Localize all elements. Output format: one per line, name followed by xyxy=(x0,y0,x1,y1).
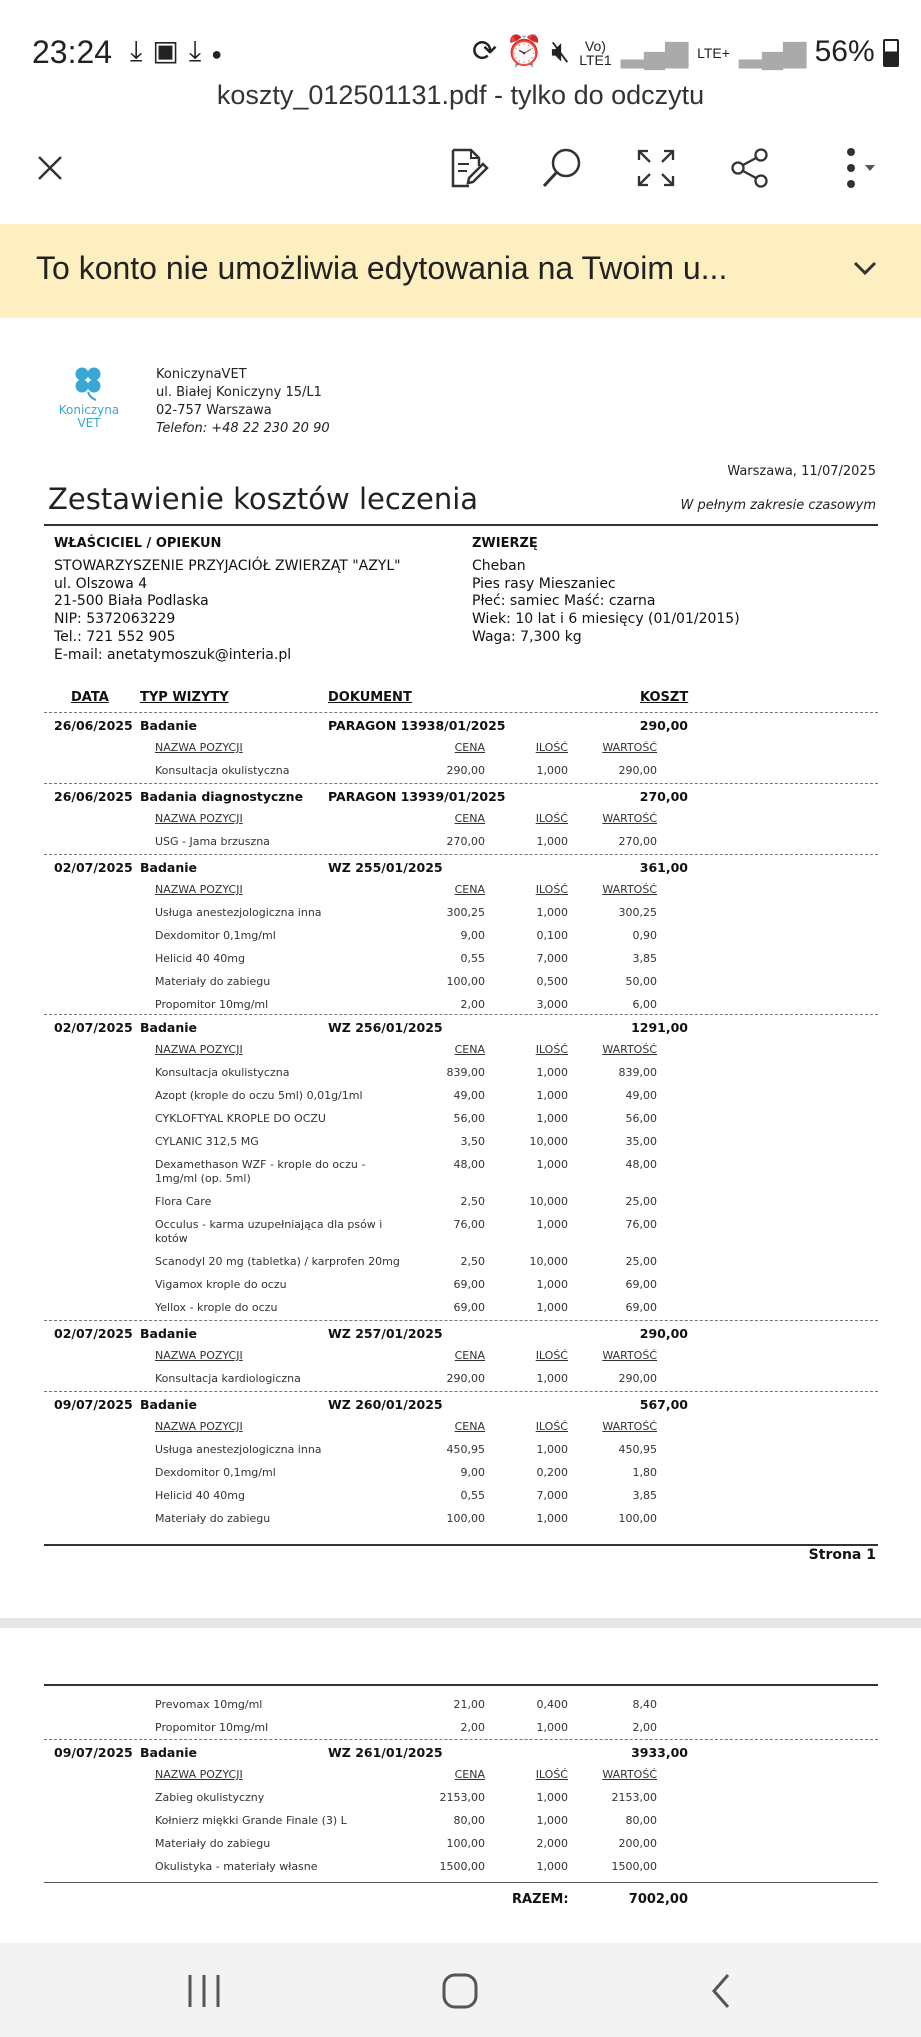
item-name: Okulistyka - materiały własne xyxy=(155,1860,318,1873)
item-price: 2,50 xyxy=(460,1255,485,1268)
visit-type: Badanie xyxy=(140,718,198,733)
owner-line: Tel.: 721 552 905 xyxy=(54,628,176,645)
item-price: 100,00 xyxy=(446,1512,485,1525)
more-button[interactable] xyxy=(826,138,896,198)
item-qty: 10,000 xyxy=(529,1135,568,1148)
visit-cost: 290,00 xyxy=(639,1326,688,1341)
item-name: CYKLOFTYAL KROPLE DO OCZU xyxy=(155,1112,326,1125)
item-name: Flora Care xyxy=(155,1195,212,1208)
item-price: 2,00 xyxy=(460,998,485,1011)
visit-type: Badanie xyxy=(140,1397,198,1412)
sub-col-name: NAZWA POZYCJI xyxy=(155,741,243,754)
item-price: 69,00 xyxy=(453,1278,485,1291)
item-qty: 0,500 xyxy=(536,975,568,988)
item-value: 100,00 xyxy=(618,1512,657,1525)
item-name: Propomitor 10mg/ml xyxy=(155,1721,269,1734)
item-name: Usługa anestezjologiczna inna xyxy=(155,1443,322,1456)
sub-col-value: WARTOŚĆ xyxy=(602,1043,657,1056)
item-name: Materiały do zabiegu xyxy=(155,1512,271,1525)
visit-cost: 290,00 xyxy=(639,718,688,733)
document-title: Zestawienie kosztów leczenia xyxy=(48,482,479,516)
item-price: 2,50 xyxy=(460,1195,485,1208)
sub-col-qty: ILOŚĆ xyxy=(535,1420,568,1433)
item-qty: 2,000 xyxy=(536,1837,568,1850)
item-value: 290,00 xyxy=(618,764,657,777)
col-type: TYP WIZYTY xyxy=(140,690,229,705)
fullscreen-button[interactable] xyxy=(626,138,686,198)
item-name: Azopt (krople do oczu 5ml) 0,01g/1ml xyxy=(155,1089,363,1102)
clinic-city: 02-757 Warszawa xyxy=(156,403,272,418)
item-value: 839,00 xyxy=(618,1066,657,1079)
item-name: Kołnierz miękki Grande Finale (3) L xyxy=(155,1814,347,1827)
search-icon xyxy=(540,146,584,190)
animal-line: Pies rasy Mieszaniec xyxy=(472,575,616,592)
owner-heading: WŁAŚCICIEL / OPIEKUN xyxy=(54,536,222,551)
visit-document: PARAGON 13938/01/2025 xyxy=(328,718,506,733)
sub-col-qty: ILOŚĆ xyxy=(535,1768,568,1781)
file-title: koszty_012501131.pdf - tylko do odczytu xyxy=(216,80,705,110)
item-name: Konsultacja okulistyczna xyxy=(155,764,290,777)
item-name: Helicid 40 40mg xyxy=(155,952,245,965)
item-value: 1,80 xyxy=(632,1466,657,1479)
title-rule xyxy=(44,524,878,526)
animal-block xyxy=(472,535,740,647)
item-price: 9,00 xyxy=(460,1466,485,1479)
mute-icon: 🔇︎ xyxy=(551,35,571,68)
item-name: Usługa anestezjologiczna inna xyxy=(155,906,322,919)
item-qty: 1,000 xyxy=(536,1112,568,1125)
item-qty: 7,000 xyxy=(536,952,568,965)
signal-icon: ▂▄▆ xyxy=(738,35,807,68)
item-name: USG - Jama brzuszna xyxy=(155,835,270,848)
document-date: Warszawa, 11/07/2025 xyxy=(727,464,876,479)
item-name: Helicid 40 40mg xyxy=(155,1489,245,1502)
item-qty: 10,000 xyxy=(529,1195,568,1208)
owner-line: ul. Olszowa 4 xyxy=(54,575,148,592)
item-qty: 1,000 xyxy=(536,1158,568,1171)
row-separator xyxy=(44,1014,878,1015)
volte-label: Vo) LTE1 xyxy=(579,38,612,69)
share-icon xyxy=(729,147,771,189)
item-name: Materiały do zabiegu xyxy=(155,1837,271,1850)
more-icon xyxy=(831,146,891,190)
clinic-phone: Telefon: +48 22 230 20 90 xyxy=(156,421,330,436)
sub-col-qty: ILOŚĆ xyxy=(535,1349,568,1362)
item-price: 450,95 xyxy=(446,1443,485,1456)
visit-document: WZ 256/01/2025 xyxy=(328,1020,443,1035)
total-rule xyxy=(44,1882,878,1883)
sub-col-qty: ILOŚĆ xyxy=(535,741,568,754)
visit-cost: 567,00 xyxy=(639,1397,688,1412)
logo-text-2: VET xyxy=(77,416,101,430)
item-name: Yellox - krople do oczu xyxy=(155,1301,278,1314)
item-qty: 1,000 xyxy=(536,1814,568,1827)
sub-col-value: WARTOŚĆ xyxy=(602,812,657,825)
owner-line: E-mail: anetatymoszuk@interia.pl xyxy=(54,646,292,663)
item-value: 35,00 xyxy=(625,1135,657,1148)
item-qty: 1,000 xyxy=(536,906,568,919)
item-value: 290,00 xyxy=(618,1372,657,1385)
item-price: 2,00 xyxy=(460,1721,485,1734)
item-price: 49,00 xyxy=(453,1089,485,1102)
sub-col-price: CENA xyxy=(454,1768,485,1781)
sub-col-name: NAZWA POZYCJI xyxy=(155,1349,243,1362)
item-price: 56,00 xyxy=(453,1112,485,1125)
visit-document: WZ 257/01/2025 xyxy=(328,1326,443,1341)
item-value: 1500,00 xyxy=(611,1860,657,1873)
sync-icon: ⟳ xyxy=(471,35,498,68)
item-value: 56,00 xyxy=(625,1112,657,1125)
item-price: 9,00 xyxy=(460,929,485,942)
col-cost: KOSZT xyxy=(640,690,689,705)
back-icon[interactable] xyxy=(706,1971,736,2011)
sub-col-price: CENA xyxy=(454,1349,485,1362)
item-qty: 1,000 xyxy=(536,764,568,777)
visit-cost: 361,00 xyxy=(639,860,688,875)
item-qty: 1,000 xyxy=(536,1372,568,1385)
item-qty: 7,000 xyxy=(536,1489,568,1502)
item-price: 290,00 xyxy=(446,764,485,777)
item-value: 450,95 xyxy=(618,1443,657,1456)
row-separator xyxy=(44,1320,878,1321)
sub-col-name: NAZWA POZYCJI xyxy=(155,1420,243,1433)
sub-col-price: CENA xyxy=(454,1420,485,1433)
item-price: 100,00 xyxy=(446,1837,485,1850)
chevron-down-icon[interactable] xyxy=(845,248,885,288)
item-value: 2,00 xyxy=(632,1721,657,1734)
item-name: Konsultacja kardiologiczna xyxy=(155,1372,301,1385)
clinic-logo-text xyxy=(44,404,134,430)
item-qty: 0,400 xyxy=(536,1698,568,1711)
item-name: Occulus - karma uzupełniająca dla psów i xyxy=(155,1218,383,1231)
item-qty: 1,000 xyxy=(536,1301,568,1314)
sub-col-price: CENA xyxy=(454,883,485,896)
item-price: 80,00 xyxy=(453,1814,485,1827)
visit-date: 02/07/2025 xyxy=(54,860,133,875)
animal-heading: ZWIERZĘ xyxy=(472,536,538,551)
visit-type: Badanie xyxy=(140,860,198,875)
item-qty: 10,000 xyxy=(529,1255,568,1268)
item-price: 3,50 xyxy=(460,1135,485,1148)
item-price: 48,00 xyxy=(453,1158,485,1171)
item-qty: 0,200 xyxy=(536,1466,568,1479)
item-price: 2153,00 xyxy=(439,1791,485,1804)
total-value: 7002,00 xyxy=(628,1892,688,1907)
item-value: 8,40 xyxy=(632,1698,657,1711)
battery-icon xyxy=(883,39,899,67)
fullscreen-icon xyxy=(636,148,676,188)
dot-icon: ● xyxy=(211,44,233,64)
close-button[interactable] xyxy=(20,138,80,198)
item-name: Dexamethason WZF - krople do oczu - xyxy=(155,1158,366,1171)
item-qty: 3,000 xyxy=(536,998,568,1011)
row-separator xyxy=(44,783,878,784)
animal-line: Cheban xyxy=(472,557,526,574)
logo-text-1: Koniczyna xyxy=(58,403,120,417)
banner-text: To konto nie umożliwia edytowania na Twoim u... xyxy=(36,250,728,286)
visit-type: Badanie xyxy=(140,1020,198,1035)
row-separator xyxy=(44,712,878,713)
sub-col-name: NAZWA POZYCJI xyxy=(155,812,243,825)
navigation-bar xyxy=(0,1943,921,2037)
item-name: Dexdomitor 0,1mg/ml xyxy=(155,929,276,942)
sub-col-value: WARTOŚĆ xyxy=(602,883,657,896)
sub-col-price: CENA xyxy=(454,1043,485,1056)
row-separator xyxy=(44,1739,878,1740)
item-value: 3,85 xyxy=(632,1489,657,1502)
share-button[interactable] xyxy=(720,138,780,198)
item-value: 6,00 xyxy=(632,998,657,1011)
item-qty: 1,000 xyxy=(536,1443,568,1456)
visit-type: Badania diagnostyczne xyxy=(140,789,304,804)
signal-icon: ▂▄▆ xyxy=(620,35,689,68)
item-price: 100,00 xyxy=(446,975,485,988)
page-number: Strona 1 xyxy=(808,1547,876,1563)
animal-line: Płeć: samiec Maść: czarna xyxy=(472,593,656,610)
download-icon: ⤓ xyxy=(188,35,212,66)
edit-button[interactable] xyxy=(438,138,498,198)
item-value: 200,00 xyxy=(618,1837,657,1850)
visit-date: 02/07/2025 xyxy=(54,1326,133,1341)
document-scope: W pełnym zakresie czasowym xyxy=(680,498,876,513)
sub-col-value: WARTOŚĆ xyxy=(602,1420,657,1433)
item-qty: 1,000 xyxy=(536,1860,568,1873)
total-label: RAZEM: xyxy=(512,1892,569,1907)
item-price: 839,00 xyxy=(446,1066,485,1079)
page-separator xyxy=(0,1618,921,1628)
item-value: 50,00 xyxy=(625,975,657,988)
visit-document: WZ 255/01/2025 xyxy=(328,860,443,875)
item-name: Dexdomitor 0,1mg/ml xyxy=(155,1466,276,1479)
item-name: CYLANIC 312,5 MG xyxy=(155,1135,259,1148)
item-price: 0,55 xyxy=(460,1489,485,1502)
item-qty: 1,000 xyxy=(536,1089,568,1102)
home-icon[interactable] xyxy=(440,1971,480,2011)
sub-col-name: NAZWA POZYCJI xyxy=(155,883,243,896)
item-price: 1500,00 xyxy=(439,1860,485,1873)
visit-cost: 3933,00 xyxy=(631,1745,688,1760)
page2-top-rule xyxy=(44,1684,878,1686)
search-button[interactable] xyxy=(532,138,592,198)
item-qty: 0,100 xyxy=(536,929,568,942)
visit-date: 02/07/2025 xyxy=(54,1020,133,1035)
item-value: 69,00 xyxy=(625,1301,657,1314)
edit-doc-icon xyxy=(447,146,489,190)
owner-line: STOWARZYSZENIE PRZYJACIÓŁ ZWIERZĄT "AZYL" xyxy=(54,557,401,574)
visit-date: 26/06/2025 xyxy=(54,789,133,804)
sub-col-value: WARTOŚĆ xyxy=(602,1349,657,1362)
item-value: 49,00 xyxy=(625,1089,657,1102)
visit-type: Badanie xyxy=(140,1745,198,1760)
item-qty: 1,000 xyxy=(536,1512,568,1525)
item-value: 25,00 xyxy=(625,1255,657,1268)
item-price: 290,00 xyxy=(446,1372,485,1385)
item-value: 300,25 xyxy=(618,906,657,919)
toolbar xyxy=(0,130,921,210)
item-name: Vigamox krople do oczu xyxy=(155,1278,287,1291)
item-value: 0,90 xyxy=(632,929,657,942)
visit-document: WZ 260/01/2025 xyxy=(328,1397,443,1412)
sub-col-name: NAZWA POZYCJI xyxy=(155,1043,243,1056)
recent-apps-icon[interactable] xyxy=(184,1973,224,2009)
item-name: Prevomax 10mg/ml xyxy=(155,1698,263,1711)
col-date: DATA xyxy=(71,690,109,705)
item-qty: 1,000 xyxy=(536,1278,568,1291)
sub-col-value: WARTOŚĆ xyxy=(602,741,657,754)
row-separator xyxy=(44,854,878,855)
item-name-cont: kotów xyxy=(155,1232,188,1245)
battery-level: 56% xyxy=(814,35,875,68)
alarm-icon: ⏰ xyxy=(505,35,543,68)
visit-date: 09/07/2025 xyxy=(54,1745,133,1760)
item-value: 3,85 xyxy=(632,952,657,965)
item-name-cont: 1mg/ml (op. 5ml) xyxy=(155,1172,251,1185)
sub-col-qty: ILOŚĆ xyxy=(535,812,568,825)
item-qty: 1,000 xyxy=(536,1218,568,1231)
item-price: 0,55 xyxy=(460,952,485,965)
status-time: 23:24 xyxy=(32,34,113,70)
item-price: 76,00 xyxy=(453,1218,485,1231)
item-value: 2153,00 xyxy=(611,1791,657,1804)
clinic-name: KoniczynaVET xyxy=(156,367,247,382)
download-icon: ⤓ xyxy=(130,35,153,66)
owner-line: NIP: 5372063229 xyxy=(54,611,176,628)
item-value: 76,00 xyxy=(625,1218,657,1231)
item-qty: 1,000 xyxy=(536,1066,568,1079)
visit-document: WZ 261/01/2025 xyxy=(328,1745,443,1760)
item-value: 25,00 xyxy=(625,1195,657,1208)
item-name: Konsultacja okulistyczna xyxy=(155,1066,290,1079)
page1-bottom-rule xyxy=(44,1544,878,1546)
clinic-info xyxy=(156,366,330,438)
item-value: 69,00 xyxy=(625,1278,657,1291)
visit-date: 09/07/2025 xyxy=(54,1397,133,1412)
owner-line: 21-500 Biała Podlaska xyxy=(54,593,209,610)
col-document: DOKUMENT xyxy=(328,690,412,705)
item-value: 48,00 xyxy=(625,1158,657,1171)
image-icon: ▣ xyxy=(152,35,189,66)
item-qty: 1,000 xyxy=(536,1721,568,1734)
visit-date: 26/06/2025 xyxy=(54,718,133,733)
clinic-street: ul. Białej Koniczyny 15/L1 xyxy=(156,385,322,400)
row-separator xyxy=(44,1391,878,1392)
item-price: 300,25 xyxy=(446,906,485,919)
owner-block xyxy=(54,535,401,665)
close-icon xyxy=(36,154,64,182)
lte-label: LTE+ xyxy=(697,45,730,62)
item-name: Scanodyl 20 mg (tabletka) / karprofen 20mg xyxy=(155,1255,400,1268)
sub-col-price: CENA xyxy=(454,812,485,825)
animal-line: Waga: 7,300 kg xyxy=(472,628,582,645)
item-name: Propomitor 10mg/ml xyxy=(155,998,269,1011)
item-qty: 1,000 xyxy=(536,835,568,848)
read-only-banner[interactable] xyxy=(0,224,921,318)
visit-cost: 270,00 xyxy=(639,789,688,804)
item-name: Materiały do zabiegu xyxy=(155,975,271,988)
animal-line: Wiek: 10 lat i 6 miesięcy (01/01/2015) xyxy=(472,611,740,628)
visit-cost: 1291,00 xyxy=(631,1020,688,1035)
visit-type: Badanie xyxy=(140,1326,198,1341)
item-price: 21,00 xyxy=(453,1698,485,1711)
item-value: 80,00 xyxy=(625,1814,657,1827)
sub-col-qty: ILOŚĆ xyxy=(535,883,568,896)
item-name: Zabieg okulistyczny xyxy=(155,1791,265,1804)
visit-document: PARAGON 13939/01/2025 xyxy=(328,789,506,804)
sub-col-qty: ILOŚĆ xyxy=(535,1043,568,1056)
status-right-icons xyxy=(472,34,899,69)
item-value: 270,00 xyxy=(618,835,657,848)
item-price: 270,00 xyxy=(446,835,485,848)
item-qty: 1,000 xyxy=(536,1791,568,1804)
item-price: 69,00 xyxy=(453,1301,485,1314)
sub-col-value: WARTOŚĆ xyxy=(602,1768,657,1781)
status-left-icons xyxy=(130,34,232,68)
sub-col-price: CENA xyxy=(454,741,485,754)
sub-col-name: NAZWA POZYCJI xyxy=(155,1768,243,1781)
